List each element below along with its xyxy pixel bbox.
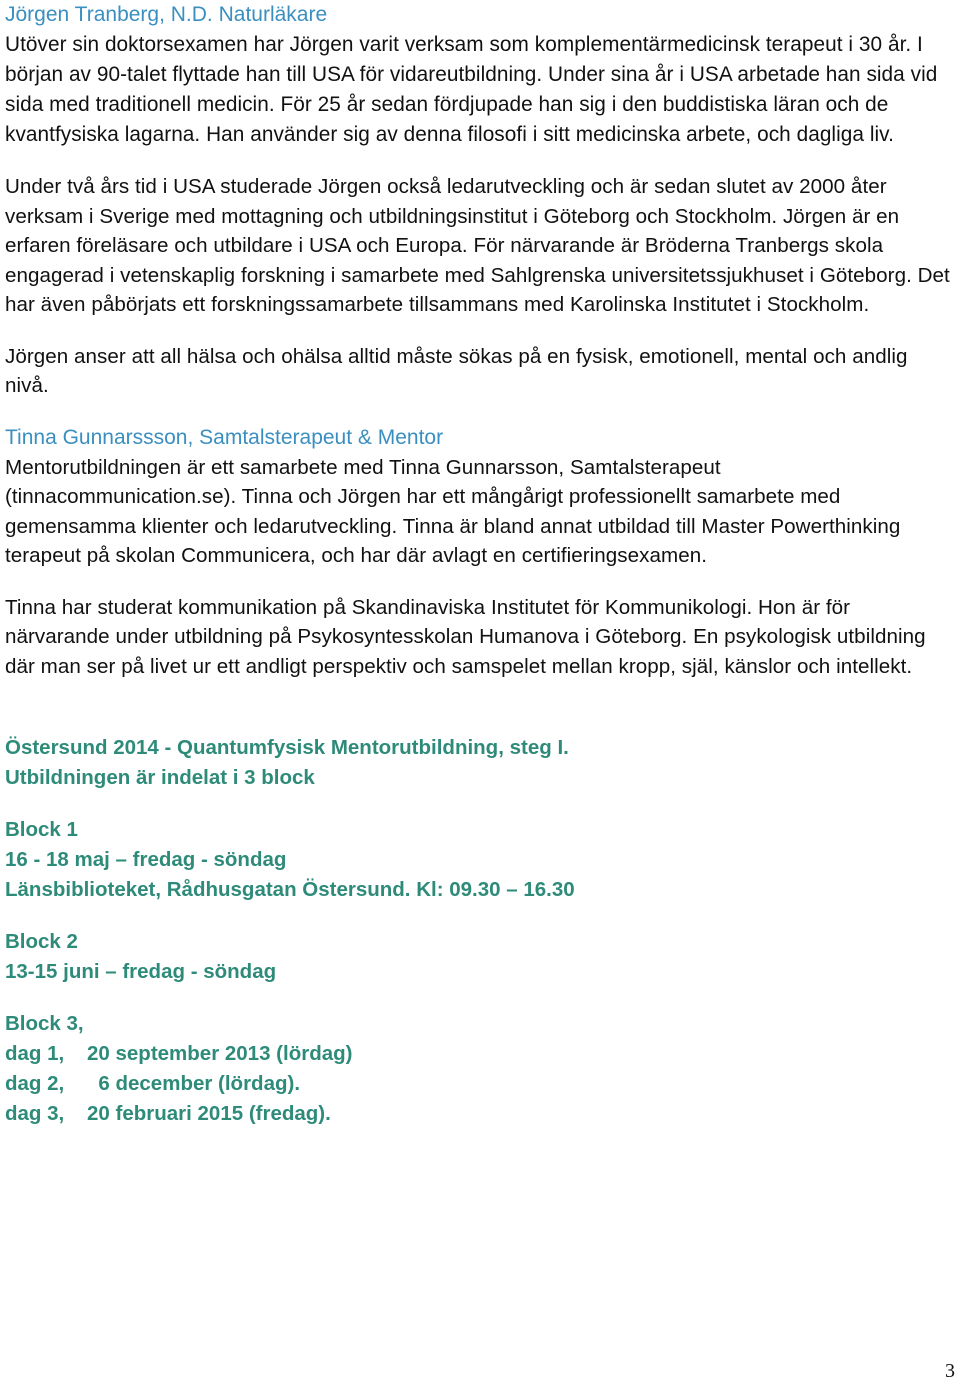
block-1-label: Block 1 — [5, 818, 78, 841]
block-1-place: Länsbiblioteket, Rådhusgatan Östersund. Kl: 09.30 – 16.30 — [5, 878, 575, 901]
block-2-label: Block 2 — [5, 930, 78, 953]
day-label: dag 3, — [5, 1102, 65, 1125]
day-label: dag 1, — [5, 1042, 65, 1065]
tinna-heading: Tinna Gunnarssson, Samtalsterapeut & Mentor — [5, 425, 444, 449]
block-3-day-row — [5, 1099, 953, 1129]
course-title: Östersund 2014 - Quantumfysisk Mentorutbildning, steg I. — [5, 736, 569, 759]
spacer — [5, 905, 953, 927]
spacer — [5, 401, 953, 423]
block-3 — [5, 1009, 953, 1129]
spacer — [5, 150, 953, 172]
jorgen-career-paragraph: Under två års tid i USA studerade Jörgen också ledarutveckling och är sedan slutet av 2000 åter verksam i Sverige med mottagning och utbildningsinstitut i Göteborg och Stockholm. Jörgen är en erfaren föreläsare och utbildare i USA och Europa. För närvarande är Bröderna Tranbergs skola engagerad i vetenskaplig forskning i samarbete med Sahlgrenska universitetssjukhuset i Göteborg. Det har även påbörjats ett forskningssamarbete tillsammans med Karolinska Institutet i Stockholm. — [5, 175, 950, 316]
tinna-education-paragraph: Tinna har studerat kommunikation på Skandinaviska Institutet för Kommunikologi. Hon är för närvarande under utbildning på Psykosyntesskolan Humanova i Göteborg. En psykologisk utbildning där man ser på livet ur ett andligt perspektiv och samspelet mellan kropp, själ, känslor och intellekt. — [5, 595, 926, 678]
day-date: 6 december (lördag). — [87, 1072, 301, 1095]
block-1-dates: 16 - 18 maj – fredag - söndag — [5, 848, 287, 871]
page-number: 3 — [945, 1360, 955, 1382]
block-3-label: Block 3, — [5, 1012, 84, 1035]
block-3-day-row — [5, 1039, 953, 1069]
spacer — [5, 320, 953, 342]
day-date: 20 september 2013 (lördag) — [87, 1042, 353, 1065]
block-2-dates: 13-15 juni – fredag - söndag — [5, 960, 277, 983]
spacer — [5, 681, 953, 733]
jorgen-bio-paragraph: Utöver sin doktorsexamen har Jörgen varit verksam som komplementärmedicinsk terapeut i 30 år. I början av 90-talet flyttade han till USA för vidareutbildning. Under sina år i USA arbetade han sida vid sida med traditionell medicin. För 25 år sedan fördjupade han sig i den buddistiska läran och de kvantfysiska lagarna. Han använder sig av denna filosofi i sitt medicinska arbete, och dagliga liv. — [5, 33, 938, 146]
block-3-day-row — [5, 1069, 953, 1099]
day-date: 20 februari 2015 (fredag). — [87, 1102, 331, 1125]
tinna-mentor-paragraph: Mentorutbildningen är ett samarbete med Tinna Gunnarsson, Samtalsterapeut (tinnacommunication.se). Tinna och Jörgen har ett mångårigt professionellt samarbete med gemensamma klienter och ledarutveckling. Tinna är bland annat utbildad till Master Powerthinking terapeut på skolan Communicera, och har där avlagt en certifieringsexamen. — [5, 455, 901, 567]
jorgen-heading: Jörgen Tranberg, N.D. Naturläkare — [5, 3, 328, 26]
spacer — [5, 571, 953, 593]
spacer — [5, 987, 953, 1009]
block-1 — [5, 815, 953, 905]
spacer — [5, 793, 953, 815]
document-page — [5, 0, 953, 1129]
jorgen-health-paragraph: Jörgen anser att all hälsa och ohälsa alltid måste sökas på en fysisk, emotionell, mental och andlig nivå. — [5, 344, 908, 397]
day-label: dag 2, — [5, 1072, 65, 1095]
course-subtitle: Utbildningen är indelat i 3 block — [5, 766, 315, 789]
block-2 — [5, 927, 953, 987]
